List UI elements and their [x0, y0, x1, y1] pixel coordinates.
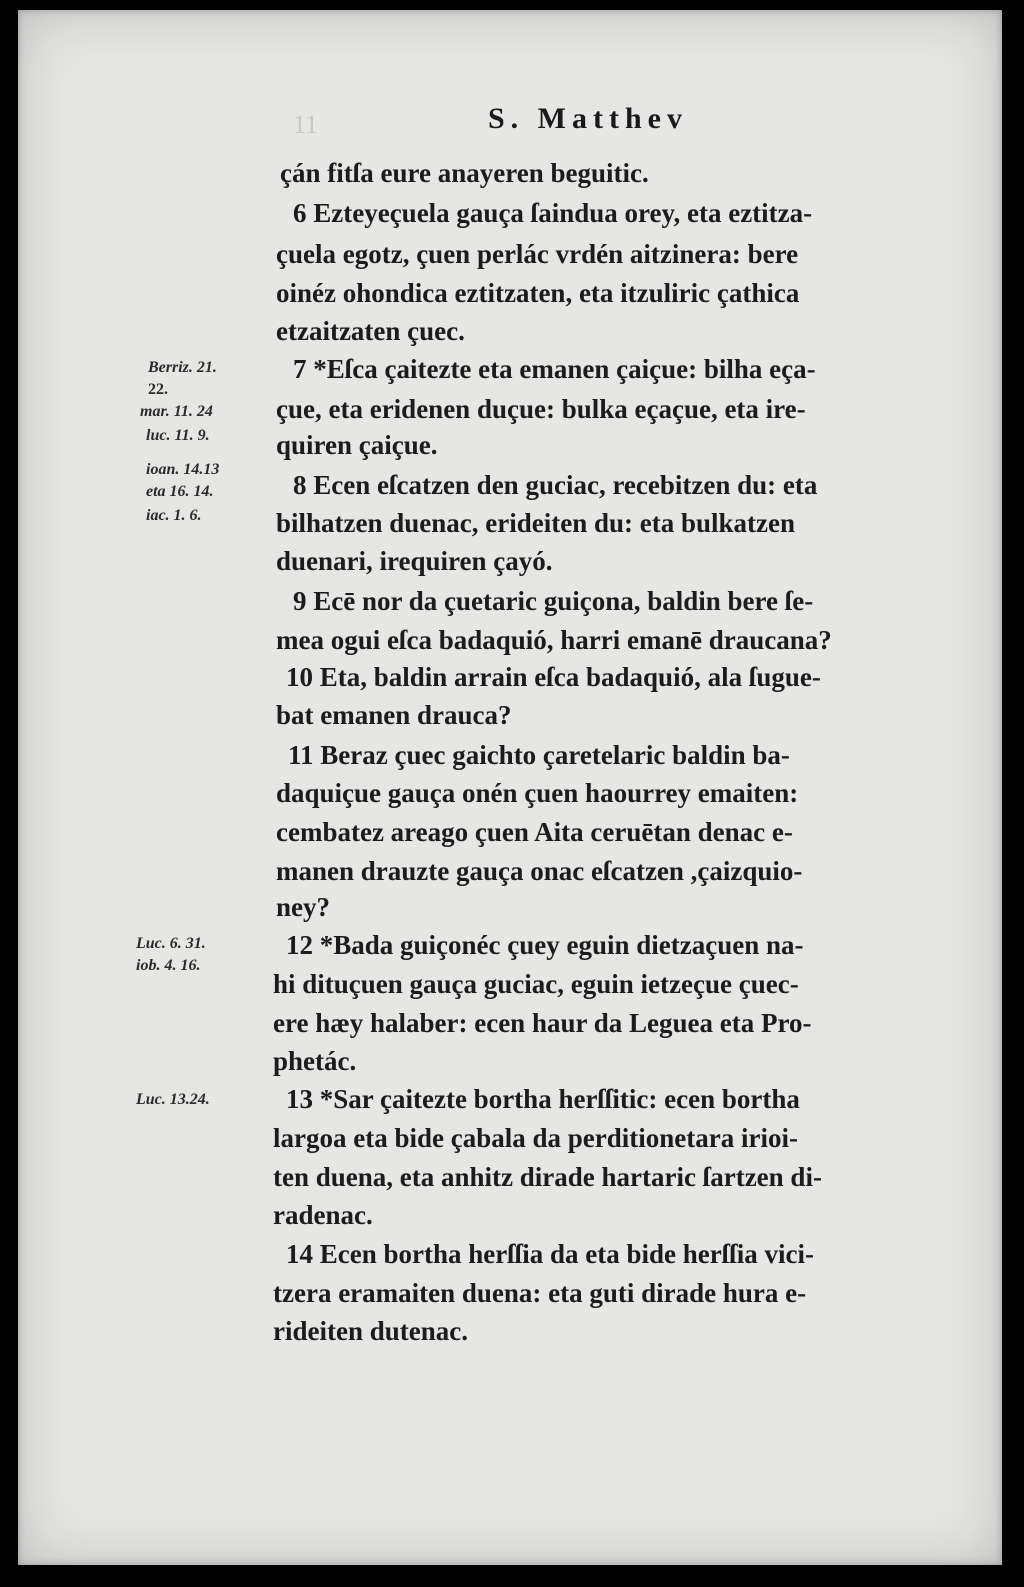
text-line: çán fitſa eure anayeren beguitic. — [280, 158, 649, 188]
text-line: tzera eramaiten duena: eta guti dirade hura e- — [273, 1278, 807, 1308]
text-line: daquiçue gauça onén çuen haourrey emaiten: — [276, 778, 799, 808]
text-line: 8 Ecen eſcatzen den guciac, recebitzen du: eta — [293, 470, 818, 500]
text-line: ney? — [276, 892, 330, 922]
margin-note: ioan. 14.13 — [146, 461, 220, 478]
text-line: oinéz ohondica eztitzaten, eta itzuliric çathica — [276, 278, 800, 308]
text-line: cembatez areago çuen Aita ceruētan denac e- — [276, 817, 793, 847]
margin-note: eta 16. 14. — [146, 483, 214, 500]
text-line: etzaitzaten çuec. — [276, 316, 465, 346]
margin-note: 22. — [148, 381, 168, 398]
running-header: S. Matthev — [488, 102, 688, 135]
text-line: 9 Ecē nor da çuetaric guiçona, baldin bere ſe- — [293, 586, 814, 616]
margin-note: mar. 11. 24 — [140, 403, 213, 420]
text-line: 12 *Bada guiçonéc çuey eguin dietzaçuen na- — [286, 930, 804, 960]
text-line: mea ogui eſca badaquió, harri emanē draucana? — [276, 625, 832, 655]
text-line: manen drauzte gauça onac eſcatzen ,çaizquio- — [276, 856, 803, 886]
text-line: çue, eta eridenen duçue: bulka eçaçue, eta ire- — [276, 394, 806, 424]
text-line: duenari, irequiren çayó. — [276, 546, 553, 576]
text-line: bilhatzen duenac, erideiten du: eta bulkatzen — [276, 508, 796, 538]
text-line: çuela egotz, çuen perlác vrdén aitzinera: bere — [276, 239, 799, 269]
text-line: quiren çaiçue. — [276, 430, 438, 460]
text-line: 7 *Eſca çaitezte eta emanen çaiçue: bilha eça- — [293, 354, 816, 384]
margin-note: Luc. 6. 31. — [136, 935, 206, 952]
text-line: 10 Eta, baldin arrain eſca badaquió, ala ſugue- — [286, 662, 821, 692]
text-line: 14 Ecen bortha herſſia da eta bide herſſia vici- — [286, 1239, 814, 1269]
page-number-ghost: 11 — [293, 110, 319, 139]
text-line: bat emanen drauca? — [276, 700, 512, 730]
margin-note: iob. 4. 16. — [136, 957, 201, 974]
text-line: ere hæy halaber: ecen haur da Leguea eta Pro- — [273, 1008, 812, 1038]
text-line: 13 *Sar çaitezte bortha herſſitic: ecen bortha — [286, 1084, 800, 1114]
margin-note: iac. 1. 6. — [146, 507, 202, 524]
text-line: rideiten dutenac. — [273, 1316, 468, 1346]
text-line: largoa eta bide çabala da perditionetara irioi- — [273, 1123, 798, 1153]
text-line: 11 Beraz çuec gaichto çaretelaric baldin ba- — [288, 740, 790, 770]
text-line: ten duena, eta anhitz dirade hartaric ſartzen di- — [273, 1162, 822, 1192]
text-line: 6 Ezteyeçuela gauça ſaindua orey, eta eztitza- — [293, 198, 813, 228]
book-page — [18, 10, 1002, 1565]
text-line: radenac. — [273, 1200, 373, 1230]
text-line: phetác. — [273, 1046, 357, 1076]
margin-note: luc. 11. 9. — [146, 427, 210, 444]
margin-note: Berriz. 21. — [148, 359, 217, 376]
margin-note: Luc. 13.24. — [136, 1091, 210, 1108]
text-line: hi dituçuen gauça guciac, eguin ietzeçue çuec- — [273, 969, 799, 999]
